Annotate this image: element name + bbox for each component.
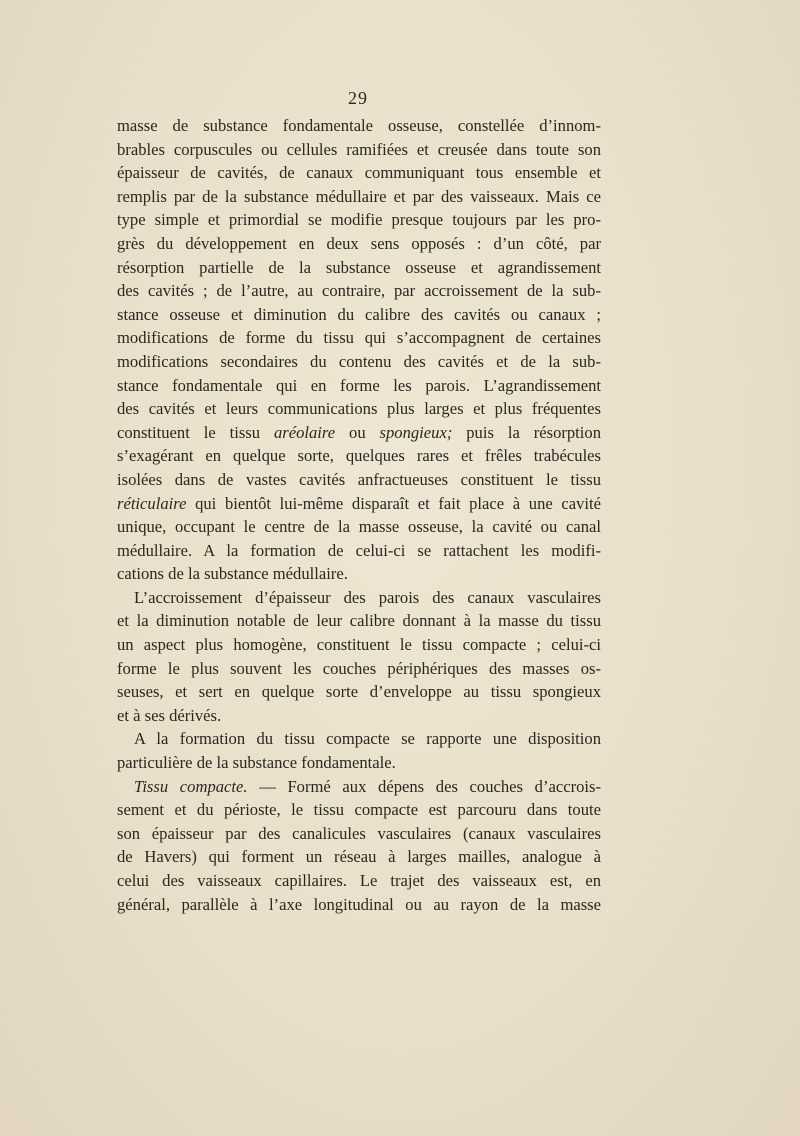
line-text: des cavités et leurs communications plus larges et plus fréquentes <box>117 399 601 419</box>
text-line <box>117 633 601 657</box>
text-line <box>117 492 601 516</box>
text-line <box>117 893 601 917</box>
italic-term: aréolaire <box>273 422 336 442</box>
text-line <box>117 869 601 893</box>
line-text: stance osseuse et diminution du calibre des cavités ou canaux ; <box>117 304 601 324</box>
line-text: particulière de la substance fondamentale. <box>117 753 396 773</box>
line-text: s’exagérant en quelque sorte, quelques rares et frêles trabécules <box>117 446 601 466</box>
line-text: son épaisseur par des canalicules vasculaires (canaux vasculaires <box>117 823 601 843</box>
text-line <box>117 609 601 633</box>
line-text: stance fondamentale qui en forme les parois. L’agrandissement <box>117 375 601 395</box>
line-text: général, parallèle à l’axe longitudinal ou au rayon de la masse <box>117 894 601 914</box>
line-text: type simple et primordial se modifie presque toujours par les pro- <box>117 210 601 230</box>
line-text: brables corpuscules ou cellules ramifiées et creusée dans toute son <box>117 139 601 159</box>
line-text: isolées dans de vastes cavités anfractueuses constituent le tissu <box>117 469 601 489</box>
text-line <box>117 374 601 398</box>
text-line <box>117 326 601 350</box>
text-line <box>117 845 601 869</box>
text-line <box>117 279 601 303</box>
line-text: épaisseur de cavités, de canaux communiquant tous ensemble et <box>117 163 601 183</box>
line-text: remplis par de la substance médullaire et par des vaisseaux. Mais ce <box>117 186 601 206</box>
line-text: L’accroissement d’épaisseur des parois des canaux vasculaires <box>134 587 601 607</box>
text-line <box>117 798 601 822</box>
line-text: forme le plus souvent les couches périphériques des masses os- <box>117 658 601 678</box>
text-line <box>117 350 601 374</box>
line-text: modifications secondaires du contenu des cavités et de la sub- <box>117 351 601 371</box>
line-text: et la diminution notable de leur calibre donnant à la masse du tissu <box>117 611 601 631</box>
text-line <box>117 256 601 280</box>
text-line <box>117 468 601 492</box>
text-line <box>117 680 601 704</box>
line-text: un aspect plus homogène, constituent le tissu compacte ; celui-ci <box>117 635 601 655</box>
italic-term: Tissu compacte. <box>134 776 248 796</box>
line-text: cations de la substance médullaire. <box>117 564 348 584</box>
line-text: qui bientôt lui-même disparaît et fait place à une cavité <box>186 493 601 513</box>
italic-term: réticulaire <box>117 493 187 513</box>
line-text: de Havers) qui forment un réseau à larges mailles, analogue à <box>117 847 601 867</box>
text-line <box>117 727 601 751</box>
text-line <box>117 232 601 256</box>
line-text: et à ses dérivés. <box>117 705 222 725</box>
line-text: grès du développement en deux sens opposés : d’un côté, par <box>117 233 601 253</box>
text-line <box>117 397 601 421</box>
line-text: seuses, et sert en quelque sorte d’enveloppe au tissu spongieux <box>117 682 601 702</box>
line-text: résorption partielle de la substance osseuse et agrandissement <box>117 257 601 277</box>
text-line <box>117 704 601 728</box>
page-number: 29 <box>348 88 368 108</box>
line-text: des cavités ; de l’autre, au contraire, par accroissement de la sub- <box>117 281 601 301</box>
text-line <box>117 657 601 681</box>
text-line <box>117 539 601 563</box>
text-line <box>117 775 601 799</box>
line-text: médullaire. A la formation de celui-ci se rattachent les modifi- <box>117 540 601 560</box>
line-text: constituent le tissu <box>117 422 274 442</box>
line-text: ou <box>335 422 380 442</box>
text-line <box>117 586 601 610</box>
line-text: A la formation du tissu compacte se rapporte une disposition <box>134 729 601 749</box>
line-text: masse de substance fondamentale osseuse, constellée d’innom- <box>117 116 601 135</box>
line-text: celui des vaisseaux capillaires. Le trajet des vaisseaux est, en <box>117 871 601 890</box>
text-line <box>117 421 601 445</box>
text-line <box>117 185 601 209</box>
text-line <box>117 114 601 138</box>
text-line <box>117 515 601 539</box>
italic-term: spongieux; <box>379 422 453 442</box>
line-text: puis la résorption <box>452 422 601 442</box>
text-line <box>117 161 601 185</box>
text-line <box>117 822 601 846</box>
line-text: unique, occupant le centre de la masse osseuse, la cavité ou canal <box>117 517 601 537</box>
text-line <box>117 138 601 162</box>
text-line <box>117 751 601 775</box>
text-line <box>117 562 601 586</box>
line-text: sement et du périoste, le tissu compacte est parcouru dans toute <box>117 800 601 820</box>
text-line <box>117 208 601 232</box>
text-line <box>117 444 601 468</box>
line-text: modifications de forme du tissu qui s’accompagnent de certaines <box>117 328 601 348</box>
line-text: — Formé aux dépens des couches d’accrois- <box>247 776 601 796</box>
body-text <box>117 114 601 916</box>
text-line <box>117 303 601 327</box>
